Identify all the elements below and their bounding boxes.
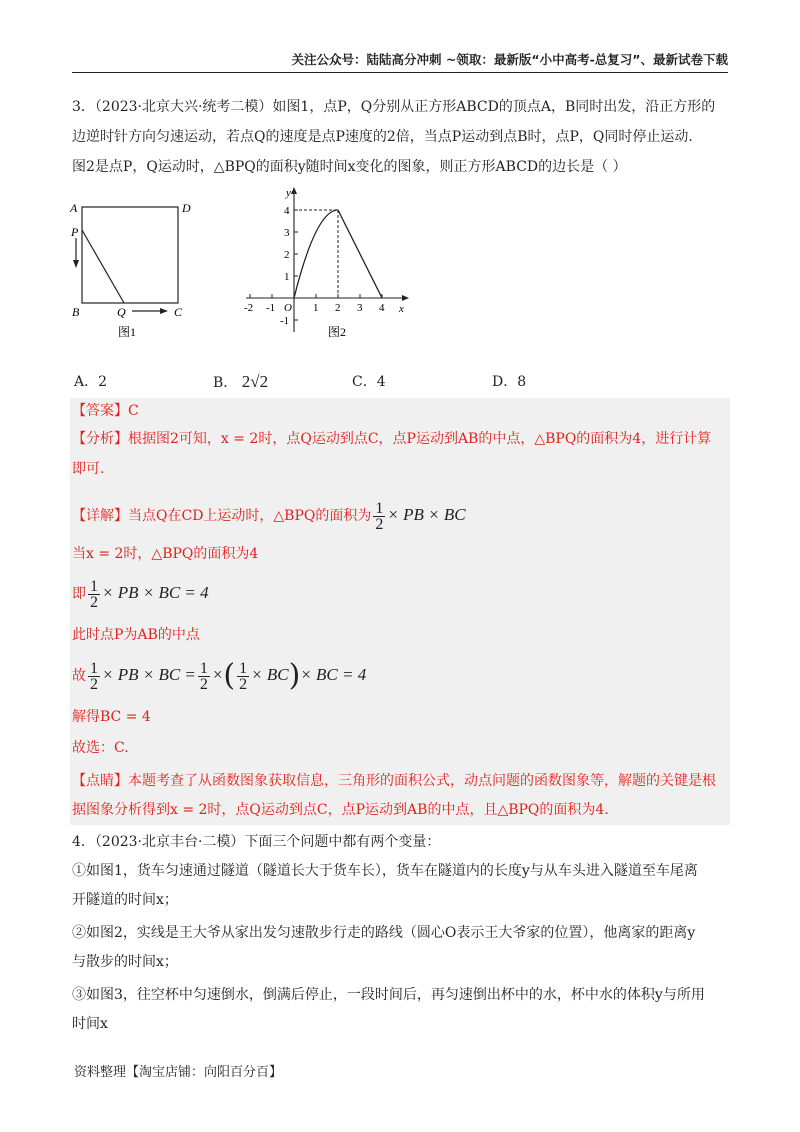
x-axis-label: x xyxy=(399,303,404,315)
detail-line-1: 【详解】当点Q在CD上运动时，△BPQ的面积为 $\frac{1}{2}$ × PB × BC xyxy=(72,499,466,533)
page-footer: 资料整理【淘宝店铺：向阳百分百】 xyxy=(74,1065,283,1080)
detail-tag: 【详解】 xyxy=(72,508,128,524)
ytick-minus-1: -1 xyxy=(280,315,290,327)
label-q: Q xyxy=(117,305,126,319)
option-d[interactable]: D．8 xyxy=(492,374,527,390)
answer-line xyxy=(72,400,730,422)
ytick-3: 3 xyxy=(284,227,290,239)
comment-text-1: 本题考查了从函数图象获取信息，三角形的面积公式，动点问题的函数图象等，解题的关键是根 xyxy=(128,773,716,789)
option-b[interactable] xyxy=(213,372,268,393)
analysis-line-1 xyxy=(72,428,730,450)
step-3: 此时点P为AB的中点 xyxy=(72,627,200,643)
step-4-prefix: 故 xyxy=(72,668,86,684)
option-b-label: B． xyxy=(213,375,238,391)
xtick-minus-2: -2 xyxy=(244,302,254,314)
label-a: A xyxy=(70,201,78,215)
xtick-minus-1: -1 xyxy=(266,302,276,314)
y-axis-label: y xyxy=(286,187,291,199)
curve-parabola xyxy=(294,210,338,298)
y-axis-arrow xyxy=(291,187,297,194)
xtick-1: 1 xyxy=(313,302,319,314)
analysis-text-1: 根据图2可知，x = 2时，点Q运动到点C，点P运动到AB的中点，△BPQ的面积为4，进行计算 xyxy=(128,431,712,447)
figure-1-square xyxy=(68,192,198,342)
label-b: B xyxy=(72,305,80,319)
ytick-2: 2 xyxy=(284,249,290,261)
q4-line-7: 时间x xyxy=(72,1016,108,1032)
figure-2-caption: 图2 xyxy=(328,325,347,339)
figure-2-graph xyxy=(236,182,418,342)
step-6: 故选：C. xyxy=(72,740,129,756)
figure-1-caption: 图1 xyxy=(118,325,137,339)
fraction-half: $\frac{1}{2}$ xyxy=(239,659,248,693)
fraction-half: $\frac{1}{2}$ xyxy=(199,659,208,693)
fraction-half: $\frac{1}{2}$ xyxy=(375,499,384,533)
option-a[interactable]: A．2 xyxy=(74,374,108,390)
fraction-half: $\frac{1}{2}$ xyxy=(90,577,98,611)
step-2 xyxy=(72,578,730,610)
xtick-4: 4 xyxy=(379,302,385,314)
q3-line-3: 图2是点P，Q运动时，△BPQ的面积y随时间x变化的图象，则正方形ABCD的边长是（ ） xyxy=(72,159,627,175)
step-2-expression: × PB × BC = 4 xyxy=(102,583,209,602)
step-5: 解得BC = 4 xyxy=(72,709,151,725)
detail-text-1: 当点Q在CD上运动时，△BPQ的面积为 xyxy=(128,508,372,524)
answer-value: C xyxy=(128,403,139,419)
curve-line-segment xyxy=(338,210,382,298)
xtick-3: 3 xyxy=(357,302,363,314)
origin-label: O xyxy=(284,302,292,314)
answer-tag: 【答案】 xyxy=(72,403,128,419)
page-header: 关注公众号：陆陆高分冲刺 ~领取：最新版“小中高考-总复习”、最新试卷下载 xyxy=(72,50,728,73)
arrow-q-head xyxy=(160,308,168,314)
q4-line-2: ①如图1，货车匀速通过隧道（隧道长大于货车长），货车在隧道内的长度y与从车头进入隧道至车尾离 xyxy=(72,863,698,879)
x-axis-arrow xyxy=(402,295,409,301)
comment-line-1 xyxy=(72,770,730,792)
label-c: C xyxy=(174,305,183,319)
q3-line-2: 边逆时针方向匀速运动，若点Q的速度是点P速度的2倍，当点P运动到点B时，点P，Q同时停止运动. xyxy=(72,129,693,145)
step-1: 当x = 2时，△BPQ的面积为4 xyxy=(72,546,259,562)
step-4: 故 $\frac{1}{2}$ × PB × BC = $\frac{1}{2}$ ×( $\frac{1}{2}$ × BC)× BC = 4 xyxy=(72,658,367,693)
q4-line-4: ②如图2，实线是王大爷从家出发匀速散步行走的路线（圆心O表示王大爷家的位置），他离家的距离y xyxy=(72,925,696,941)
comment-tag: 【点睛】 xyxy=(72,773,128,789)
comment-line-2: 据图象分析得到x = 2时，点Q运动到点C，点P运动到AB的中点，且△BPQ的面积为4. xyxy=(72,802,609,818)
label-d: D xyxy=(182,201,191,215)
arrow-p-head xyxy=(73,260,79,268)
q3-line-1: 3．（2023·北京大兴·统考二模）如图1，点P，Q分别从正方形ABCD的顶点A，B同时出发，沿正方形的 xyxy=(72,99,716,115)
xtick-2: 2 xyxy=(335,302,341,314)
option-c[interactable]: C．4 xyxy=(352,374,386,390)
q4-line-3: 开隧道的时间x； xyxy=(72,892,178,908)
label-p: P xyxy=(71,225,79,239)
q4-line-1: 4．（2023·北京丰台·二模）下面三个问题中都有两个变量： xyxy=(72,834,441,850)
option-b-value: 2√2 xyxy=(241,372,269,391)
ytick-4: 4 xyxy=(284,205,290,217)
analysis-tag: 【分析】 xyxy=(72,431,128,447)
fraction-half: $\frac{1}{2}$ xyxy=(90,659,98,693)
q4-line-5: 与散步的时间x； xyxy=(72,954,178,970)
q4-line-6: ③如图3，往空杯中匀速倒水，倒满后停止，一段时间后，再匀速倒出杯中的水，杯中水的体积y与所用 xyxy=(72,987,705,1003)
ytick-1: 1 xyxy=(284,271,290,283)
analysis-line-2: 即可. xyxy=(72,461,105,477)
segment-pq xyxy=(82,230,124,303)
step-2-prefix: 即 xyxy=(72,586,86,602)
